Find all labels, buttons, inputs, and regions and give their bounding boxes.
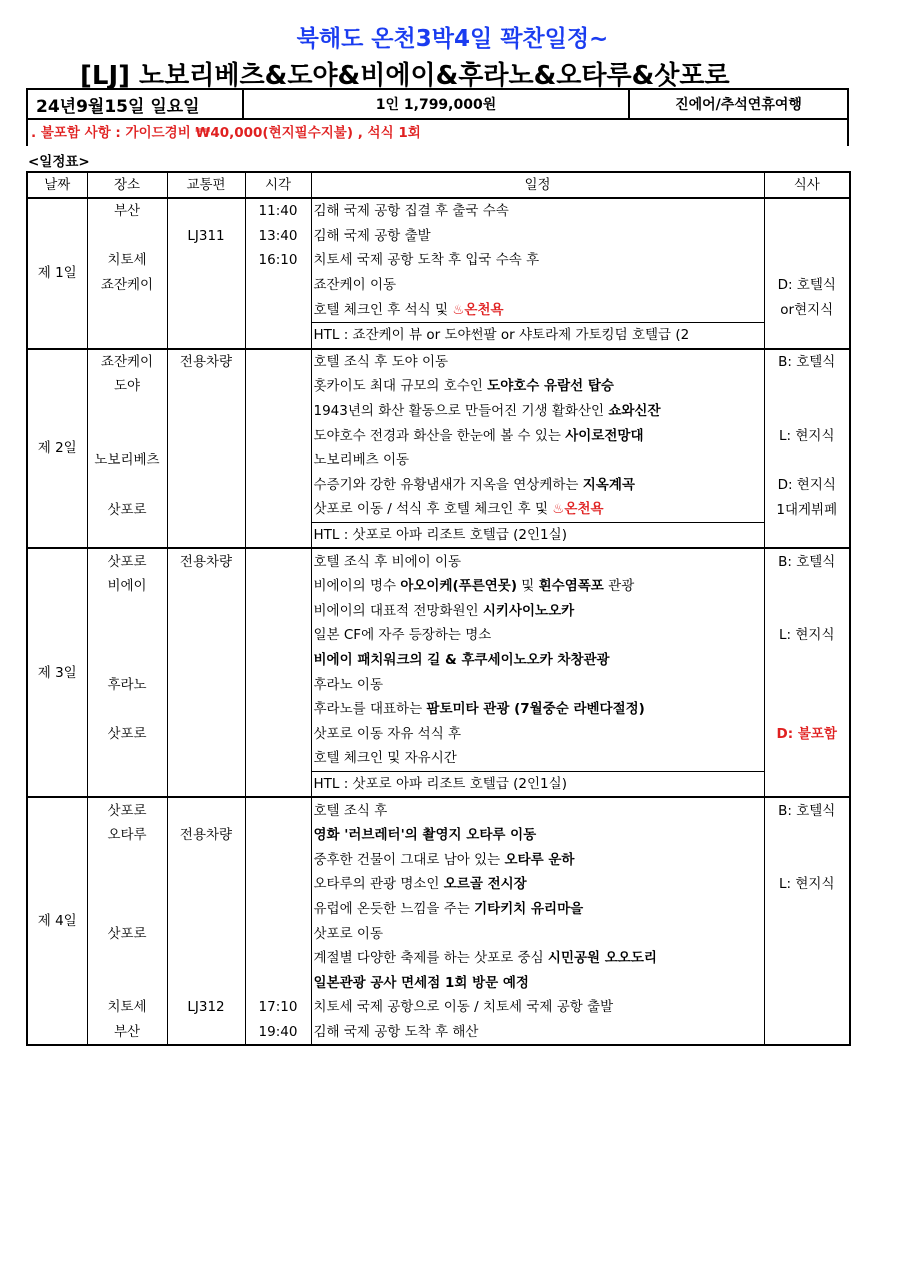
plan-cell bbox=[311, 921, 764, 946]
plan-text: 김해 국제 공항 도착 후 해산 bbox=[313, 1023, 479, 1040]
plan-cell bbox=[311, 322, 764, 348]
meal-cell: or현지식 bbox=[764, 297, 850, 322]
column-header: 날짜 bbox=[27, 172, 87, 198]
place-cell: 후라노 bbox=[87, 672, 167, 697]
meal-cell: D: 호텔식 bbox=[764, 273, 850, 298]
time-cell bbox=[245, 448, 311, 473]
time-cell bbox=[245, 721, 311, 746]
plan-text: 팜토미타 관광 (7월중순 라벤다절정) bbox=[426, 701, 645, 718]
plan-text: ♨온천욕 bbox=[552, 501, 604, 518]
page-title: 북해도 온천3박4일 꽉찬일정~ bbox=[296, 26, 609, 52]
time-cell bbox=[245, 823, 311, 848]
plan-text: 치토세 국제 공항으로 이동 / 치토세 국제 공항 출발 bbox=[313, 999, 614, 1016]
plan-text: 죠잔케이 이동 bbox=[313, 277, 397, 294]
place-cell bbox=[87, 847, 167, 872]
table-row bbox=[27, 697, 850, 722]
meal-cell bbox=[764, 995, 850, 1020]
time-cell: 11:40 bbox=[245, 198, 311, 224]
table-row bbox=[27, 224, 850, 249]
transport-cell bbox=[167, 721, 245, 746]
plan-text: 사이로전망대 bbox=[565, 427, 644, 444]
plan-cell bbox=[311, 473, 764, 498]
transport-cell bbox=[167, 423, 245, 448]
transport-cell bbox=[167, 946, 245, 971]
transport-cell bbox=[167, 297, 245, 322]
transport-cell bbox=[167, 897, 245, 922]
plan-text: 쇼와신잔 bbox=[608, 403, 661, 420]
exclusion-notice: . 불포함 사항 : 가이드경비 ₩40,000(현지필수지불) , 석식 1회 bbox=[26, 120, 849, 146]
table-row bbox=[27, 297, 850, 322]
plan-text: HTL : 삿포로 아파 리조트 호텔급 (2인1실) bbox=[313, 527, 567, 544]
table-row bbox=[27, 322, 850, 348]
meal-cell bbox=[764, 672, 850, 697]
transport-cell bbox=[167, 672, 245, 697]
table-header bbox=[27, 172, 850, 198]
day-label: 제 4일 bbox=[27, 797, 87, 1045]
plan-cell bbox=[311, 672, 764, 697]
place-cell bbox=[87, 623, 167, 648]
plan-text: 도야호수 유람선 탑승 bbox=[487, 378, 614, 395]
time-cell bbox=[245, 897, 311, 922]
transport-cell bbox=[167, 574, 245, 599]
place-cell bbox=[87, 970, 167, 995]
place-cell: 치토세 bbox=[87, 995, 167, 1020]
plan-cell bbox=[311, 248, 764, 273]
place-cell: 삿포로 bbox=[87, 921, 167, 946]
table-row bbox=[27, 847, 850, 872]
time-cell bbox=[245, 746, 311, 771]
place-cell bbox=[87, 872, 167, 897]
meal-cell bbox=[764, 522, 850, 548]
table-row bbox=[27, 771, 850, 797]
plan-text: 유럽에 온듯한 느낌을 주는 bbox=[313, 900, 475, 917]
transport-cell bbox=[167, 248, 245, 273]
transport-cell: LJ312 bbox=[167, 995, 245, 1020]
time-cell bbox=[245, 399, 311, 424]
plan-text: 호텔 체크인 및 자유시간 bbox=[313, 750, 457, 767]
table-row bbox=[27, 273, 850, 298]
plan-text: 오타루 운하 bbox=[504, 851, 575, 868]
table-row bbox=[27, 349, 850, 375]
table-row bbox=[27, 623, 850, 648]
time-cell bbox=[245, 473, 311, 498]
meal-cell: B: 호텔식 bbox=[764, 797, 850, 823]
plan-cell bbox=[311, 823, 764, 848]
place-cell: 오타루 bbox=[87, 823, 167, 848]
plan-text: 관광 bbox=[603, 578, 635, 595]
table-row bbox=[27, 198, 850, 224]
plan-cell bbox=[311, 970, 764, 995]
meal-cell bbox=[764, 970, 850, 995]
table-row bbox=[27, 497, 850, 522]
time-cell bbox=[245, 946, 311, 971]
table-row bbox=[27, 599, 850, 624]
transport-cell bbox=[167, 623, 245, 648]
time-cell bbox=[245, 672, 311, 697]
plan-text: 기타키치 유리마을 bbox=[474, 900, 584, 917]
plan-cell bbox=[311, 623, 764, 648]
meal-cell bbox=[764, 574, 850, 599]
place-cell bbox=[87, 648, 167, 673]
transport-cell bbox=[167, 771, 245, 797]
plan-text: 흰수염폭포 bbox=[538, 578, 604, 595]
place-cell bbox=[87, 297, 167, 322]
plan-text: 1943년의 화산 활동으로 만들어진 기생 활화산인 bbox=[313, 403, 609, 420]
plan-text: 치토세 국제 공항 도착 후 입국 수속 후 bbox=[313, 252, 540, 269]
place-cell: 죠잔케이 bbox=[87, 273, 167, 298]
plan-text: 수증기와 강한 유황냄새가 지옥을 연상케하는 bbox=[313, 476, 583, 493]
table-row bbox=[27, 473, 850, 498]
plan-text: 오르골 전시장 bbox=[443, 876, 527, 893]
place-cell: 부산 bbox=[87, 198, 167, 224]
plan-text: 호텔 조식 후 비에이 이동 bbox=[313, 553, 462, 570]
time-cell: 16:10 bbox=[245, 248, 311, 273]
plan-text: 호텔 조식 후 bbox=[313, 802, 388, 819]
plan-cell bbox=[311, 746, 764, 771]
plan-cell bbox=[311, 448, 764, 473]
schedule-table bbox=[26, 171, 851, 1046]
schedule-label: <일정표> bbox=[28, 154, 90, 170]
plan-cell bbox=[311, 497, 764, 522]
place-cell bbox=[87, 322, 167, 348]
plan-text: 비에이의 대표적 전망화원인 bbox=[313, 602, 483, 619]
time-cell bbox=[245, 322, 311, 348]
meal-cell bbox=[764, 746, 850, 771]
place-cell bbox=[87, 224, 167, 249]
time-cell bbox=[245, 497, 311, 522]
plan-cell bbox=[311, 946, 764, 971]
info-bar bbox=[26, 88, 849, 120]
plan-text: HTL : 죠잔케이 뷰 or 도야썬팔 or 샤토라제 가토킹덤 호텔급 (2 bbox=[313, 327, 690, 344]
transport-cell bbox=[167, 1020, 245, 1046]
plan-text: 후라노 이동 bbox=[313, 676, 383, 693]
departure-date: 24년9월15일 일요일 bbox=[28, 90, 244, 118]
time-cell bbox=[245, 921, 311, 946]
plan-cell bbox=[311, 224, 764, 249]
plan-cell bbox=[311, 721, 764, 746]
table-row bbox=[27, 423, 850, 448]
plan-cell bbox=[311, 522, 764, 548]
time-cell bbox=[245, 574, 311, 599]
table-row bbox=[27, 872, 850, 897]
plan-cell bbox=[311, 797, 764, 823]
table-row bbox=[27, 548, 850, 574]
plan-text: 오타루의 관광 명소인 bbox=[313, 876, 444, 893]
table-row bbox=[27, 721, 850, 746]
plan-cell bbox=[311, 599, 764, 624]
plan-cell bbox=[311, 995, 764, 1020]
meal-cell bbox=[764, 921, 850, 946]
table-row bbox=[27, 648, 850, 673]
table-row bbox=[27, 248, 850, 273]
plan-cell bbox=[311, 897, 764, 922]
place-cell bbox=[87, 473, 167, 498]
plan-cell bbox=[311, 574, 764, 599]
plan-text: 및 bbox=[517, 578, 539, 595]
meal-cell bbox=[764, 224, 850, 249]
transport-cell: 전용차량 bbox=[167, 823, 245, 848]
table-row bbox=[27, 797, 850, 823]
time-cell bbox=[245, 349, 311, 375]
meal-cell: L: 현지식 bbox=[764, 623, 850, 648]
time-cell bbox=[245, 548, 311, 574]
place-cell: 부산 bbox=[87, 1020, 167, 1046]
plan-text: 삿포로 이동 자유 석식 후 bbox=[313, 725, 462, 742]
meal-cell: D: 현지식 bbox=[764, 473, 850, 498]
table-row bbox=[27, 1020, 850, 1046]
meal-cell: B: 호텔식 bbox=[764, 349, 850, 375]
transport-cell: LJ311 bbox=[167, 224, 245, 249]
column-header: 일정 bbox=[311, 172, 764, 198]
meal-cell bbox=[764, 897, 850, 922]
plan-cell bbox=[311, 1020, 764, 1046]
plan-text: 중후한 건물이 그대로 남아 있는 bbox=[313, 851, 505, 868]
plan-text: 시민공원 오오도리 bbox=[547, 950, 657, 967]
plan-text: 일본관광 공사 면세점 1회 방문 예정 bbox=[313, 974, 529, 991]
table-row bbox=[27, 970, 850, 995]
table-row bbox=[27, 672, 850, 697]
transport-cell bbox=[167, 648, 245, 673]
transport-cell bbox=[167, 399, 245, 424]
plan-text: 노보리베츠 이동 bbox=[313, 452, 410, 469]
plan-text: HTL : 삿포로 아파 리조트 호텔급 (2인1실) bbox=[313, 775, 567, 792]
time-cell bbox=[245, 847, 311, 872]
plan-text: ♨온천욕 bbox=[452, 301, 504, 318]
transport-cell bbox=[167, 322, 245, 348]
meal-cell: B: 호텔식 bbox=[764, 548, 850, 574]
plan-cell bbox=[311, 349, 764, 375]
place-cell: 노보리베츠 bbox=[87, 448, 167, 473]
plan-text: 도야호수 전경과 화산을 한눈에 볼 수 있는 bbox=[313, 427, 566, 444]
time-cell bbox=[245, 273, 311, 298]
time-cell bbox=[245, 970, 311, 995]
table-row bbox=[27, 897, 850, 922]
meal-cell bbox=[764, 946, 850, 971]
plan-text: 비에이 패치워크의 길 & 후쿠세이노오카 차창관광 bbox=[313, 651, 610, 668]
transport-cell bbox=[167, 198, 245, 224]
table-row bbox=[27, 574, 850, 599]
plan-text: 김해 국제 공항 집결 후 출국 수속 bbox=[313, 203, 509, 220]
meal-cell bbox=[764, 399, 850, 424]
meal-cell bbox=[764, 198, 850, 224]
time-cell bbox=[245, 297, 311, 322]
place-cell: 비에이 bbox=[87, 574, 167, 599]
transport-cell bbox=[167, 697, 245, 722]
table-row bbox=[27, 522, 850, 548]
table-row bbox=[27, 995, 850, 1020]
time-cell bbox=[245, 771, 311, 797]
time-cell bbox=[245, 522, 311, 548]
place-cell bbox=[87, 771, 167, 797]
plan-cell bbox=[311, 423, 764, 448]
place-cell bbox=[87, 746, 167, 771]
meal-cell bbox=[764, 322, 850, 348]
plan-text: 삿포로 이동 / 석식 후 호텔 체크인 후 및 bbox=[313, 501, 553, 518]
time-cell bbox=[245, 648, 311, 673]
place-cell: 도야 bbox=[87, 374, 167, 399]
place-cell: 삿포로 bbox=[87, 721, 167, 746]
plan-cell bbox=[311, 697, 764, 722]
plan-text: 김해 국제 공항 출발 bbox=[313, 227, 431, 244]
plan-text: 삿포로 이동 bbox=[313, 925, 383, 942]
plan-text: 아오이케(푸른연못) bbox=[400, 578, 518, 595]
transport-cell: 전용차량 bbox=[167, 548, 245, 574]
price: 1인 1,799,000원 bbox=[244, 90, 630, 118]
plan-cell bbox=[311, 872, 764, 897]
time-cell bbox=[245, 872, 311, 897]
transport-cell bbox=[167, 473, 245, 498]
transport-cell bbox=[167, 273, 245, 298]
time-cell bbox=[245, 423, 311, 448]
meal-cell: D: 불포함 bbox=[764, 721, 850, 746]
column-header: 교통편 bbox=[167, 172, 245, 198]
plan-text: 일본 CF에 자주 등장하는 명소 bbox=[313, 627, 492, 644]
plan-cell bbox=[311, 847, 764, 872]
plan-text: 호텔 조식 후 도야 이동 bbox=[313, 353, 449, 370]
column-header: 장소 bbox=[87, 172, 167, 198]
transport-cell bbox=[167, 599, 245, 624]
transport-cell bbox=[167, 374, 245, 399]
meal-cell bbox=[764, 847, 850, 872]
plan-text: 계절별 다양한 축제를 하는 삿포로 중심 bbox=[313, 950, 548, 967]
place-cell: 삿포로 bbox=[87, 548, 167, 574]
time-cell bbox=[245, 697, 311, 722]
meal-cell bbox=[764, 374, 850, 399]
table-row bbox=[27, 374, 850, 399]
place-cell bbox=[87, 697, 167, 722]
transport-cell bbox=[167, 746, 245, 771]
plan-cell bbox=[311, 548, 764, 574]
place-cell bbox=[87, 399, 167, 424]
place-cell bbox=[87, 946, 167, 971]
time-cell: 19:40 bbox=[245, 1020, 311, 1046]
day-label: 제 2일 bbox=[27, 349, 87, 549]
transport-cell bbox=[167, 797, 245, 823]
table-row bbox=[27, 946, 850, 971]
meal-cell bbox=[764, 599, 850, 624]
meal-cell: L: 현지식 bbox=[764, 872, 850, 897]
time-cell bbox=[245, 797, 311, 823]
meal-cell bbox=[764, 248, 850, 273]
meal-cell bbox=[764, 1020, 850, 1046]
page-subtitle: [LJ] 노보리베츠&도야&비에이&후라노&오타루&삿포로 bbox=[80, 61, 730, 91]
meal-cell bbox=[764, 697, 850, 722]
plan-text: 시키사이노오카 bbox=[482, 602, 575, 619]
transport-cell bbox=[167, 497, 245, 522]
trip-tag: 진에어/추석연휴여행 bbox=[675, 97, 802, 113]
place-cell: 치토세 bbox=[87, 248, 167, 273]
plan-text: 비에이의 명수 bbox=[313, 578, 401, 595]
meal-cell bbox=[764, 823, 850, 848]
table-row bbox=[27, 921, 850, 946]
plan-cell bbox=[311, 771, 764, 797]
plan-text: 영화 '러브레터'의 촬영지 오타루 이동 bbox=[313, 827, 537, 844]
plan-text: 호텔 체크인 후 석식 및 bbox=[313, 301, 453, 318]
time-cell bbox=[245, 374, 311, 399]
place-cell: 죠잔케이 bbox=[87, 349, 167, 375]
place-cell bbox=[87, 599, 167, 624]
transport-cell bbox=[167, 522, 245, 548]
transport-cell bbox=[167, 872, 245, 897]
plan-cell bbox=[311, 297, 764, 322]
plan-text: 지옥계곡 bbox=[582, 476, 635, 493]
meal-cell: L: 현지식 bbox=[764, 423, 850, 448]
column-header: 시각 bbox=[245, 172, 311, 198]
plan-cell bbox=[311, 198, 764, 224]
plan-text: 홋카이도 최대 규모의 호수인 bbox=[313, 378, 488, 395]
transport-cell bbox=[167, 448, 245, 473]
transport-cell bbox=[167, 921, 245, 946]
time-cell: 13:40 bbox=[245, 224, 311, 249]
table-row bbox=[27, 448, 850, 473]
meal-cell bbox=[764, 448, 850, 473]
column-header: 식사 bbox=[764, 172, 850, 198]
plan-text: 후라노를 대표하는 bbox=[313, 701, 427, 718]
plan-cell bbox=[311, 648, 764, 673]
table-row bbox=[27, 823, 850, 848]
time-cell bbox=[245, 623, 311, 648]
time-cell bbox=[245, 599, 311, 624]
time-cell: 17:10 bbox=[245, 995, 311, 1020]
place-cell bbox=[87, 522, 167, 548]
day-label: 제 3일 bbox=[27, 548, 87, 797]
plan-cell bbox=[311, 399, 764, 424]
transport-cell: 전용차량 bbox=[167, 349, 245, 375]
meal-cell bbox=[764, 648, 850, 673]
table-row bbox=[27, 746, 850, 771]
transport-cell bbox=[167, 847, 245, 872]
day-label: 제 1일 bbox=[27, 198, 87, 349]
table-row bbox=[27, 399, 850, 424]
place-cell: 삿포로 bbox=[87, 797, 167, 823]
plan-cell bbox=[311, 374, 764, 399]
place-cell bbox=[87, 897, 167, 922]
plan-cell bbox=[311, 273, 764, 298]
place-cell: 삿포로 bbox=[87, 497, 167, 522]
meal-cell: 1대게뷔페 bbox=[764, 497, 850, 522]
place-cell bbox=[87, 423, 167, 448]
transport-cell bbox=[167, 970, 245, 995]
meal-cell bbox=[764, 771, 850, 797]
